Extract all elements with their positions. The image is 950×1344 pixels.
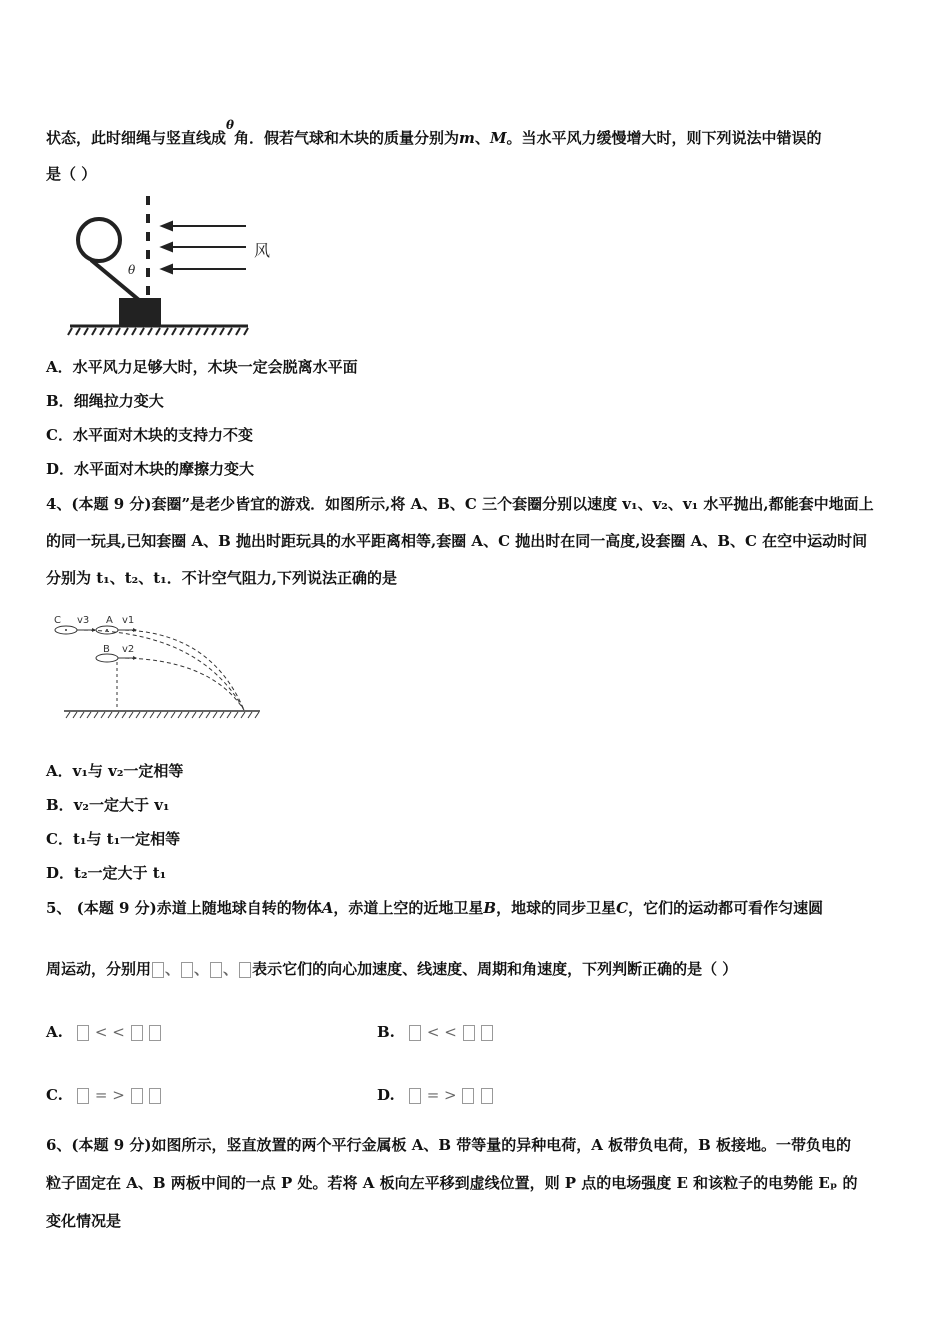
q5-option-c[interactable]: C. = >	[46, 1085, 162, 1105]
q5-option-d-expr: = >	[408, 1086, 494, 1104]
label-a: A	[106, 615, 113, 626]
q3-stem-line-2: 是（ ）	[46, 165, 97, 183]
satellite-c: C	[616, 899, 629, 917]
q3-option-a[interactable]: A．水平风力足够大时，木块一定会脱离水平面	[46, 358, 358, 376]
q4-stem-line-3: 分别为 t₁、t₂、t₁．不计空气阻力,下列说法正确的是	[46, 569, 397, 587]
q5-option-b-expr: < <	[408, 1023, 494, 1041]
theta-symbol: θ	[226, 118, 235, 132]
trajectory-b	[118, 658, 244, 710]
wood-block	[119, 298, 161, 326]
q5-option-c-expr: = >	[76, 1086, 162, 1104]
label-c: C	[54, 615, 61, 626]
q3-option-c[interactable]: C．水平面对木块的支持力不变	[46, 426, 253, 444]
separator: 、	[474, 129, 490, 147]
q3-text-c: 。当水平风力缓慢增大时，则下列说法中错误的	[506, 129, 822, 147]
q4-option-b[interactable]: B．v₂一定大于 v₁	[46, 796, 170, 814]
object-a: A	[321, 899, 334, 917]
trajectory-a	[118, 630, 244, 710]
mass-M: M	[489, 129, 507, 147]
angle-label: θ	[128, 263, 136, 277]
label-v2: v2	[122, 644, 135, 655]
mass-m: m	[459, 129, 475, 147]
q5-option-b[interactable]: B. < <	[377, 1022, 494, 1042]
q3-option-b[interactable]: B．细绳拉力变大	[46, 392, 164, 410]
q5-stem-line-2: 周运动，分别用 、 、 、 表示它们的向心加速度、线速度、周期和角速度，下列判断正确的是（ ）	[46, 960, 738, 978]
q5-option-d[interactable]: D. = >	[377, 1085, 494, 1105]
q3-option-d[interactable]: D．水平面对木块的摩擦力变大	[46, 460, 255, 478]
wind-arrows	[162, 222, 246, 273]
satellite-b: B	[483, 899, 497, 917]
q4-option-a[interactable]: A．v₁与 v₂一定相等	[46, 762, 184, 780]
balloon-wind-figure	[62, 192, 282, 338]
symbol-placeholders: 、 、 、	[151, 960, 252, 978]
q4-option-d[interactable]: D．t₂一定大于 t₁	[46, 864, 167, 882]
ring-b	[96, 654, 118, 662]
wind-label: 风	[254, 241, 271, 260]
q3-text-a: 状态，此时细绳与竖直线成	[46, 129, 227, 147]
q6-stem-line-1: 6、(本题 9 分)如图所示，竖直放置的两个平行金属板 A、B 带等量的异种电荷，A 板带负电荷，B 板接地。一带负电的	[46, 1136, 852, 1154]
q5-stem-line-1: 5、 (本题 9 分)赤道上随地球自转的物体A，赤道上空的近地卫星B，地球的同步卫星C，它们的运动都可看作匀速圆	[46, 899, 824, 917]
q5-option-a[interactable]: A. < <	[46, 1022, 162, 1042]
balloon	[78, 219, 120, 261]
label-v3: v3	[77, 615, 90, 626]
q3-text-b: 角．假若气球和木块的质量分别为	[234, 129, 460, 147]
q4-stem-line-2: 的同一玩具,已知套圈 A、B 抛出时距玩具的水平距离相等,套圈 A、C 抛出时在同一高度,设套圈 A、B、C 在空中运动时间	[46, 532, 868, 550]
ring-toss-figure	[50, 608, 265, 720]
q5-option-a-expr: < <	[76, 1023, 162, 1041]
label-v1: v1	[122, 615, 135, 626]
q6-stem-line-3: 变化情况是	[46, 1212, 122, 1230]
q4-option-c[interactable]: C．t₁与 t₁一定相等	[46, 830, 181, 848]
q6-stem-line-2: 粒子固定在 A、B 两板中间的一点 P 处。若将 A 板向左平移到虚线位置，则 P 点的电场强度 E 和该粒子的电势能 Eₚ 的	[46, 1174, 858, 1192]
q4-stem-line-1: 4、(本题 9 分)套圈”是老少皆宜的游戏．如图所示,将 A、B、C 三个套圈分别以速度 v₁、v₂、v₁ 水平抛出,都能套中地面上	[46, 495, 874, 513]
label-b: B	[103, 644, 110, 655]
ground-hatching	[66, 712, 259, 718]
q3-stem-line-1	[46, 115, 822, 148]
ground-hatching	[68, 328, 248, 335]
